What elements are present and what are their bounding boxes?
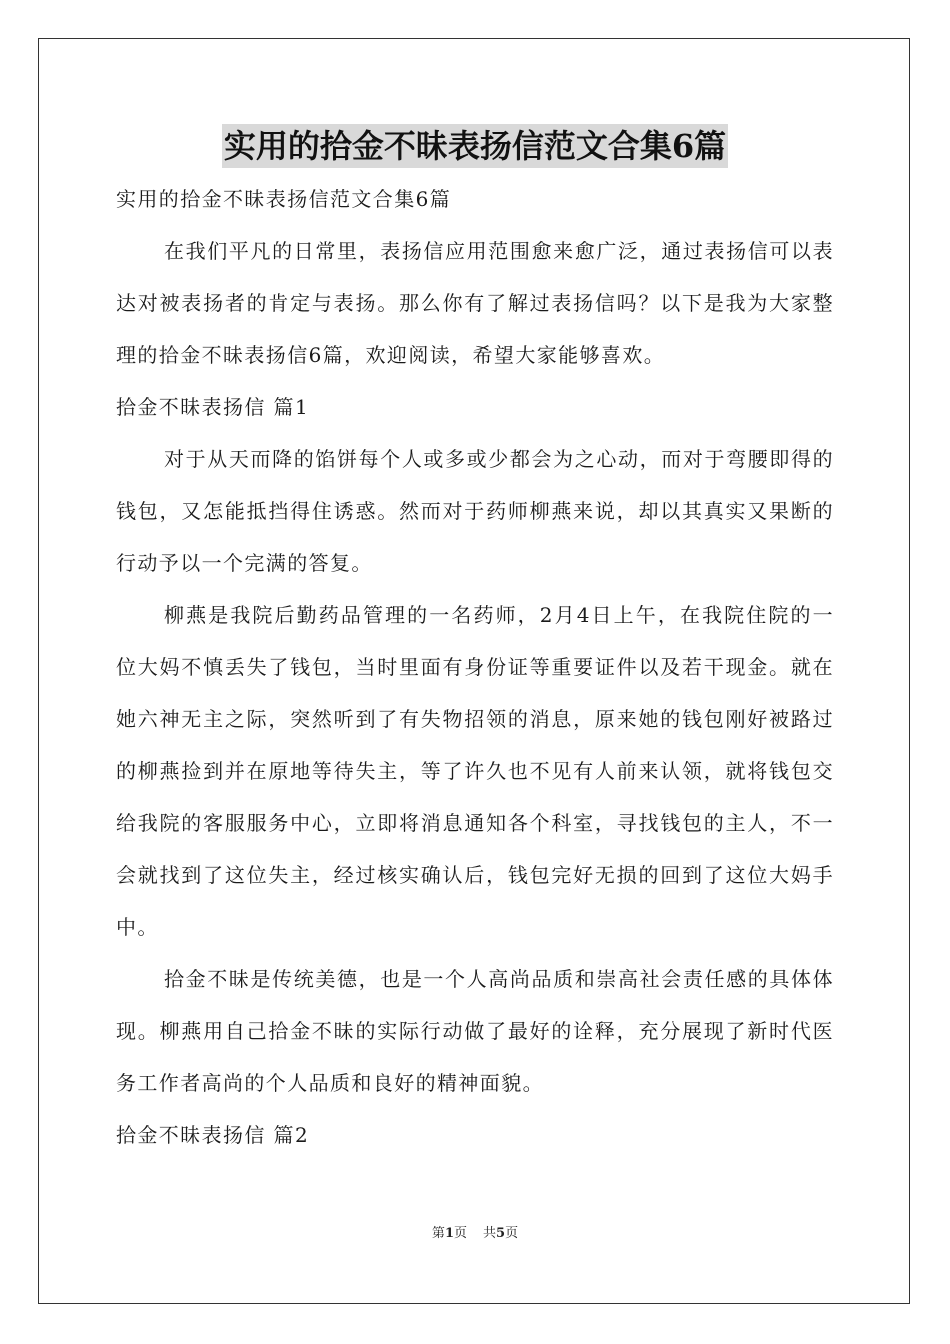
section1-paragraph-1: 对于从天而降的馅饼每个人或多或少都会为之心动，而对于弯腰即得的钱包，又怎能抵挡得住诱惑。然而对于药师柳燕来说，却以其真实又果断的行动予以一个完满的答复。 (116, 447, 834, 575)
document-subtitle: 实用的拾金不昧表扬信范文合集6篇 (116, 187, 452, 211)
section-heading-2: 拾金不昧表扬信 篇2 (116, 1123, 310, 1147)
page-current: 1 (444, 1226, 454, 1241)
total-suffix: 页 (505, 1226, 519, 1241)
intro-paragraph: 在我们平凡的日常里，表扬信应用范围愈来愈广泛，通过表扬信可以表达对被表扬者的肯定与表扬。那么你有了解过表扬信吗？以下是我为大家整理的拾金不昧表扬信6篇，欢迎阅读，希望大家能够喜欢。 (116, 239, 834, 367)
section1-paragraph-3: 拾金不昧是传统美德，也是一个人高尚品质和崇高社会责任感的具体体现。柳燕用自己拾金不昧的实际行动做了最好的诠释，充分展现了新时代医务工作者高尚的个人品质和良好的精神面貌。 (116, 967, 834, 1095)
page-footer (0, 1222, 950, 1241)
page-total: 5 (496, 1226, 506, 1241)
section1-paragraph-2: 柳燕是我院后勤药品管理的一名药师，2月4日上午，在我院住院的一位大妈不慎丢失了钱包，当时里面有身份证等重要证件以及若干现金。就在她六神无主之际，突然听到了有失物招领的消息，原来她的钱包刚好被路过的柳燕捡到并在原地等待失主，等了许久也不见有人前来认领，就将钱包交给我院的客服服务中心，立即将消息通知各个科室，寻找钱包的主人，不一会就找到了这位失主，经过核实确认后，钱包完好无损的回到了这位大妈手中。 (116, 603, 834, 939)
page-suffix: 页 (453, 1226, 467, 1241)
total-prefix: 共 (483, 1226, 497, 1241)
document-title: 实用的拾金不昧表扬信范文合集6篇 (222, 124, 728, 168)
document-body (116, 173, 834, 1161)
page-prefix: 第 (431, 1226, 445, 1241)
section-heading-1: 拾金不昧表扬信 篇1 (116, 395, 310, 419)
title-container (0, 124, 950, 168)
